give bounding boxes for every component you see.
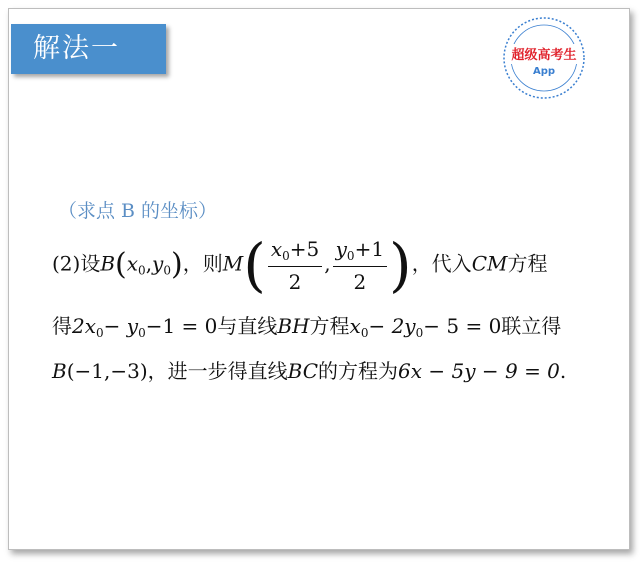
eq-part: − 2y: [368, 314, 416, 338]
frac-den: 2: [288, 269, 302, 294]
eq-part: − 5 = 0: [423, 314, 502, 338]
paren-left: (: [243, 231, 266, 299]
text-segment: ，代入: [411, 251, 472, 276]
eq-part: −1 = 0: [145, 314, 218, 338]
subscript: 0: [415, 326, 424, 340]
frac-var: y: [335, 236, 347, 261]
solution-line-1: (2)设$B(x_0,y_0)$，则M( $\frac{x_0+5}{2}$ , $\frac{y_0+1}{2}$ )，代入CM方程: [52, 231, 548, 299]
solution-line-3: [52, 355, 566, 384]
eq-part: − y: [103, 314, 139, 338]
subscript: 0: [282, 248, 290, 263]
subscript: 0: [346, 248, 355, 263]
app-logo: [498, 12, 590, 104]
frac-tail: +1: [354, 236, 385, 261]
subscript: 0: [138, 326, 146, 340]
text-segment: 设: [80, 251, 101, 276]
point-b: B: [100, 251, 116, 276]
final-equation: 6x − 5y − 9 = 0: [398, 359, 560, 383]
subscript: 0: [360, 326, 369, 340]
solution-line-2: [52, 310, 561, 340]
fraction-x: [268, 237, 322, 294]
text-segment: 与直线: [217, 314, 278, 338]
subscript: 0: [96, 326, 104, 340]
coords: (−1,−3): [66, 359, 148, 383]
part-label: (2): [52, 251, 81, 276]
paren-right: ): [389, 231, 412, 299]
var-y: y: [152, 251, 164, 276]
text-segment: 方程: [507, 251, 548, 276]
text-segment: ，则: [182, 251, 223, 276]
logo-sub-text: App: [532, 66, 556, 77]
var-x: x: [126, 251, 139, 276]
text-segment: 方程: [309, 314, 350, 338]
line-cm: CM: [471, 251, 508, 276]
eq-part: 2x: [72, 314, 97, 338]
fraction-y: [333, 237, 387, 294]
point-b: B: [52, 359, 67, 383]
hint-text: （求点 B 的坐标）: [58, 200, 218, 222]
frac-den: 2: [353, 269, 367, 294]
text-segment: ，进一步得直线: [147, 359, 288, 383]
frac-var: x: [270, 236, 283, 261]
line-bc: BC: [287, 359, 319, 383]
section-tab: [11, 24, 166, 74]
line-bh: BH: [277, 314, 310, 338]
section-tab-title: 解法一: [33, 33, 120, 64]
subscript: 0: [163, 263, 171, 278]
paren: ): [171, 247, 183, 282]
text-segment: 的方程为: [318, 359, 399, 383]
subscript: 0: [138, 263, 146, 278]
paren: (: [115, 247, 127, 282]
period: .: [559, 359, 567, 383]
text-segment: 联立得: [501, 314, 562, 338]
point-m: M: [222, 251, 244, 276]
eq-part: x: [349, 314, 361, 338]
text-segment: 得: [52, 314, 72, 338]
logo-main-text: 超级高考生: [511, 48, 577, 63]
frac-tail: +5: [289, 236, 320, 261]
